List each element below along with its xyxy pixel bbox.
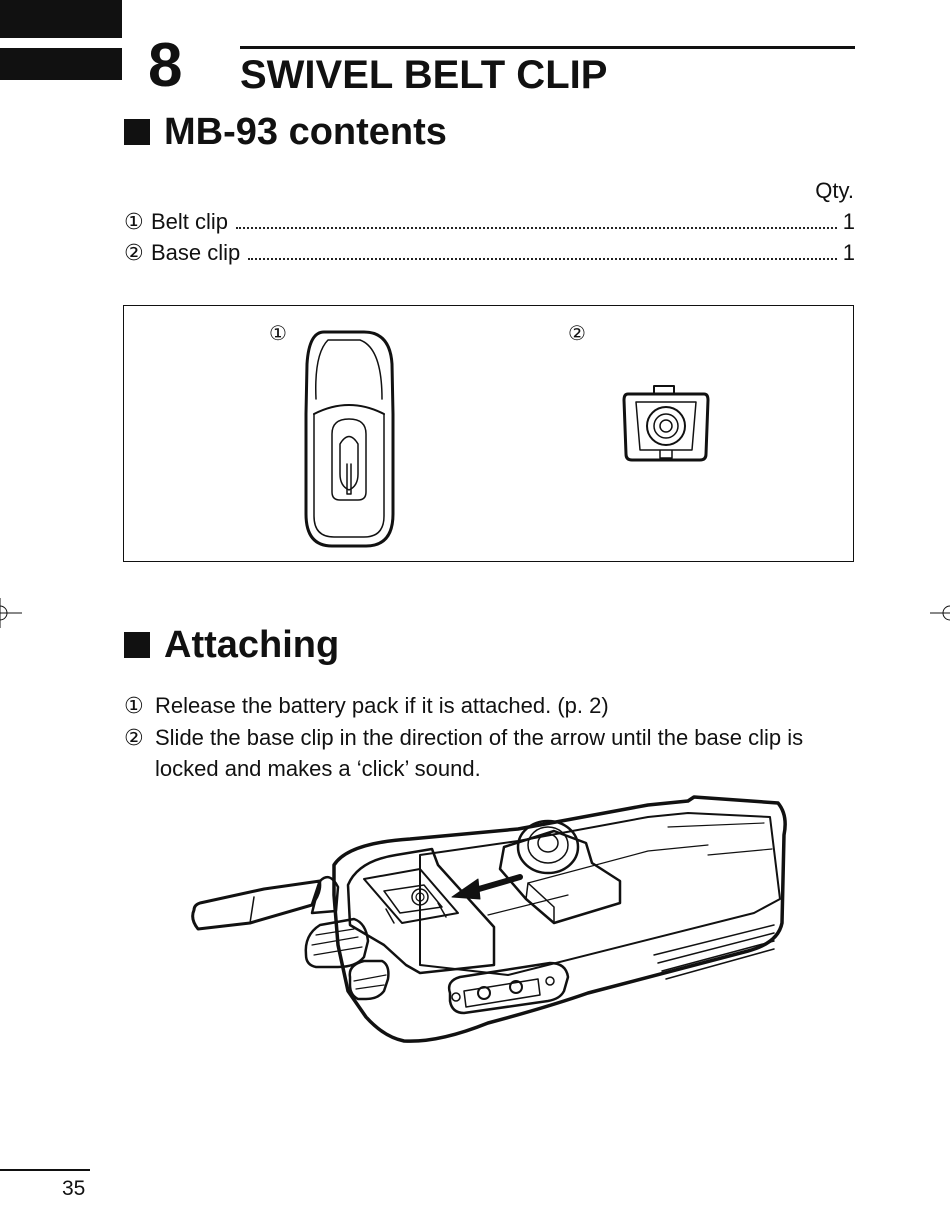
contents-item bbox=[124, 239, 855, 267]
item-marker: ② bbox=[124, 240, 144, 265]
belt-clip-illustration bbox=[294, 324, 404, 554]
step-text: Slide the base clip in the direction of the arrow until the base clip is locked and makes a ‘click’ sound. bbox=[155, 725, 804, 781]
heading-square-icon bbox=[124, 632, 150, 658]
item-name: Base clip bbox=[151, 240, 241, 265]
step-marker: ① bbox=[124, 693, 144, 718]
figure-label-base-clip: ② bbox=[568, 323, 586, 345]
attaching-step bbox=[124, 722, 859, 784]
page-number-rule bbox=[0, 1169, 90, 1171]
item-qty: 1 bbox=[842, 240, 855, 265]
chapter-title-rule bbox=[240, 46, 855, 49]
chapter-title: SWIVEL BELT CLIP bbox=[240, 53, 608, 97]
dot-leader bbox=[248, 258, 836, 260]
page-number: 35 bbox=[62, 1177, 86, 1200]
radio-base-clip-attach-illustration bbox=[188, 795, 788, 1050]
chapter-tab-bar-top bbox=[0, 0, 122, 38]
contents-figure bbox=[123, 305, 854, 562]
step-marker: ② bbox=[124, 725, 144, 750]
attaching-heading bbox=[124, 623, 339, 667]
registration-mark-left-icon bbox=[0, 596, 24, 630]
item-qty: 1 bbox=[842, 209, 855, 234]
contents-item bbox=[124, 208, 855, 236]
contents-heading-text: MB-93 contents bbox=[164, 111, 447, 153]
item-marker: ① bbox=[124, 209, 144, 234]
dot-leader bbox=[236, 227, 837, 229]
attaching-heading-text: Attaching bbox=[164, 624, 340, 666]
base-clip-illustration bbox=[620, 384, 712, 464]
chapter-tab-bar-bottom bbox=[0, 48, 122, 80]
heading-square-icon bbox=[124, 119, 150, 145]
figure-label-belt-clip: ① bbox=[269, 323, 287, 345]
step-text: Release the battery pack if it is attached. (p. 2) bbox=[155, 693, 609, 718]
item-name: Belt clip bbox=[151, 209, 229, 234]
qty-column-label: Qty. bbox=[815, 178, 854, 203]
contents-heading bbox=[124, 110, 447, 154]
attaching-step bbox=[124, 690, 859, 721]
registration-mark-right-icon bbox=[928, 596, 950, 630]
chapter-number: 8 bbox=[148, 31, 182, 100]
